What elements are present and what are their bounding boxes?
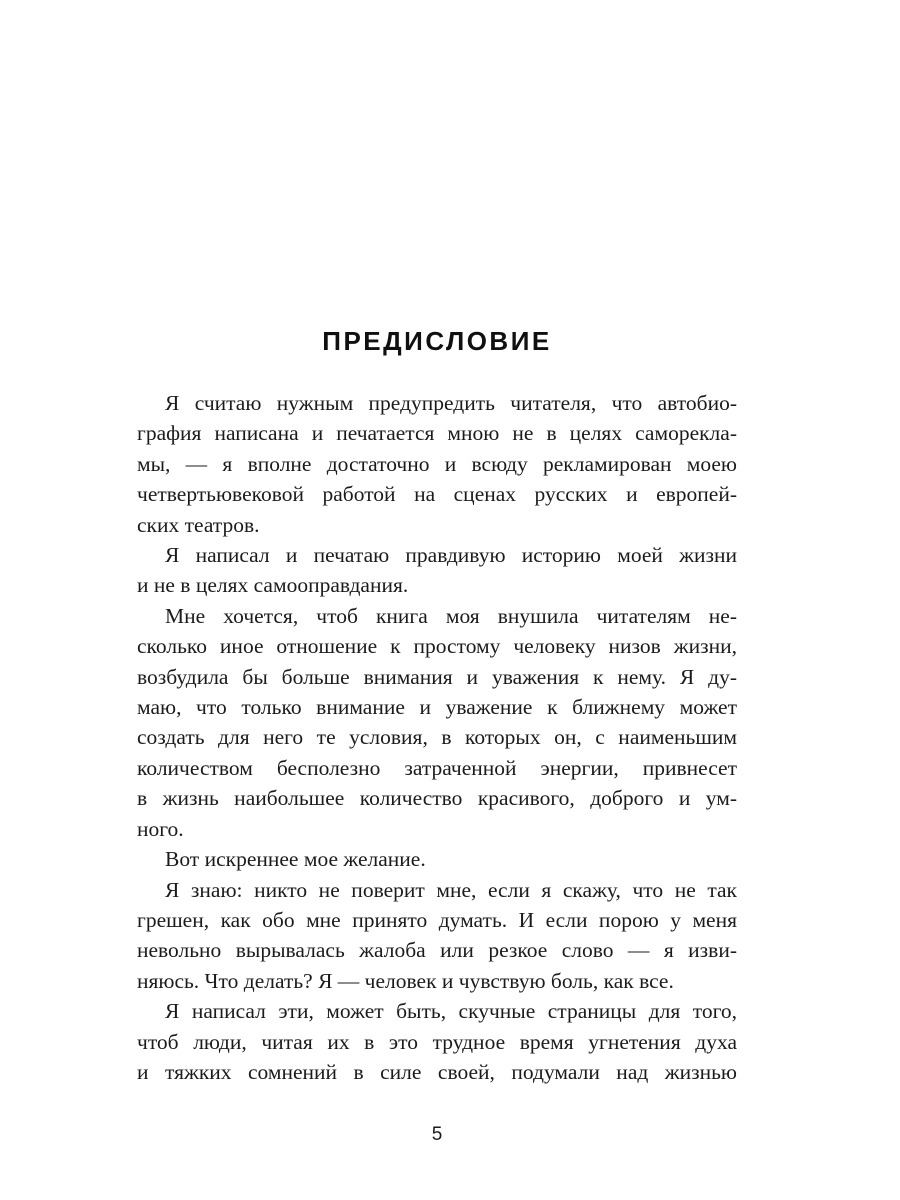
text-line: невольно вырывалась жалоба или резкое слово — я изви- — [137, 938, 737, 963]
text-line: мы, — я вполне достаточно и всюду рекламирован моею — [137, 451, 737, 476]
chapter-heading: ПРЕДИСЛОВИЕ — [322, 326, 552, 356]
text-line: Мне хочется, чтоб книга моя внушила читателям не- — [165, 603, 737, 628]
paragraph — [137, 540, 737, 601]
text-line: ного. — [137, 816, 184, 841]
text-line: и не в целях самооправдания. — [137, 573, 409, 598]
text-line: чтоб люди, читая их в это трудное время угнетения духа — [137, 1029, 737, 1054]
text-line: ских театров. — [137, 512, 260, 537]
text-line: четвертьювековой работой на сценах русских и европей- — [137, 482, 737, 507]
text-line: Я знаю: никто не поверит мне, если я скажу, что не так — [165, 877, 737, 902]
paragraph — [137, 996, 737, 1087]
text-line: Я считаю нужным предупредить читателя, что автобио- — [165, 391, 737, 415]
paragraph — [137, 875, 737, 997]
text-line: грешен, как обо мне принято думать. И если порою у меня — [137, 907, 737, 932]
paragraph — [137, 844, 737, 874]
body-text — [137, 388, 737, 1087]
text-line: маю, что только внимание и уважение к ближнему может — [137, 695, 737, 720]
text-line: Вот искреннее мое желание. — [165, 847, 426, 872]
text-line: количеством бесполезно затраченной энергии, привнесет — [137, 755, 737, 780]
text-line: создать для него те условия, в которых он, с наименьшим — [137, 725, 737, 750]
text-line: няюсь. Что делать? Я — человек и чувствую боль, как все. — [137, 968, 674, 993]
text-line: в жизнь наибольшее количество красивого, доброго и ум- — [137, 786, 737, 811]
text-line: и тяжких сомнений в силе своей, подумали над жизнью — [137, 1059, 737, 1084]
paragraph — [137, 388, 737, 540]
page-number: 5 — [431, 1124, 443, 1145]
paragraph — [137, 601, 737, 844]
text-line: графия написана и печатается мною не в целях саморекла- — [137, 421, 737, 446]
text-line: возбудила бы больше внимания и уважения к нему. Я ду- — [137, 664, 737, 689]
text-line: Я написал эти, может быть, скучные страницы для того, — [165, 999, 737, 1024]
text-line: Я написал и печатаю правдивую историю моей жизни — [165, 543, 737, 568]
text-line: сколько иное отношение к простому человеку низов жизни, — [137, 634, 737, 659]
